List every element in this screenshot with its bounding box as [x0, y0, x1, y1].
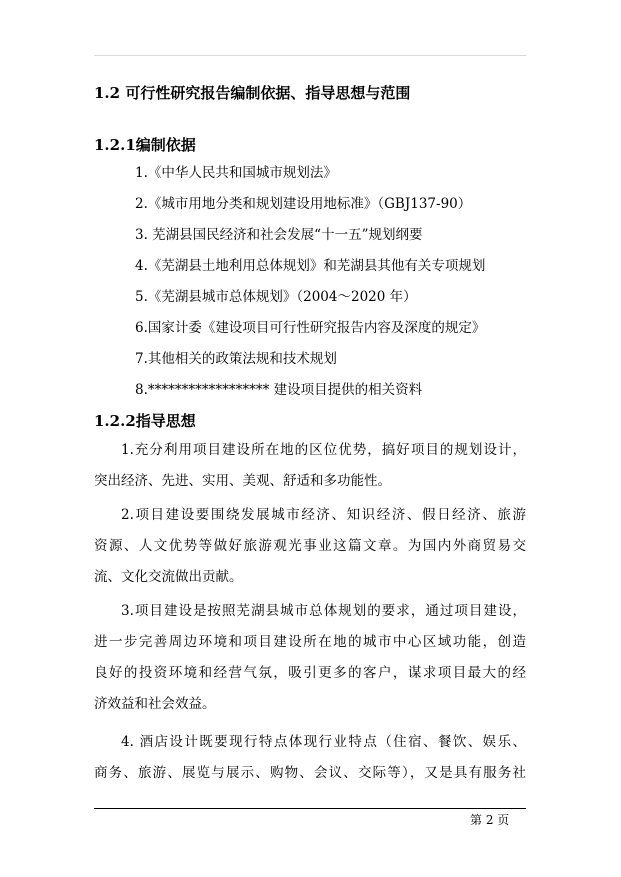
paragraph-line: 资源、人文优势等做好旅游观光事业这篇文章。为国内外商贸易交	[94, 538, 526, 554]
basis-item-1: 1.《中华人民共和国城市规划法》	[135, 165, 337, 181]
paragraph-line: 2.项目建设要围绕发展城市经济、知识经济、假日经济、旅游	[121, 507, 526, 523]
basis-item-7: 7.其他相关的政策法规和技术规划	[135, 351, 337, 367]
basis-item-6: 6.国家计委《建设项目可行性研究报告内容及深度的规定》	[135, 320, 486, 336]
paragraph-line: 济效益和社会效益。	[94, 696, 216, 712]
basis-heading: 1.2.1编制依据	[94, 136, 196, 154]
footer-rule	[94, 808, 526, 809]
basis-item-8: 8.****************** 建设项目提供的相关资料	[135, 382, 423, 398]
guiding-paragraph-3	[94, 596, 526, 720]
paragraph-line: 4. 酒店设计既要现行特点体现行业特点（住宿、餐饮、娱乐、	[121, 734, 526, 750]
paragraph-line: 流、文化交流做出贡献。	[94, 569, 243, 585]
paragraph-line: 进一步完善周边环境和项目建设所在地的城市中心区域功能，创造	[94, 634, 526, 650]
guiding-heading: 1.2.2指导思想	[94, 412, 196, 430]
paragraph-line: 商务、旅游、展览与展示、购物、会议、交际等），又是具有服务社	[94, 765, 526, 781]
basis-item-2: 2.《城市用地分类和规划建设用地标准》（GBJ137-90）	[135, 196, 472, 212]
guiding-paragraph-4	[94, 727, 526, 789]
guiding-paragraph-2	[94, 500, 526, 593]
page-number: 第 2 页	[470, 813, 510, 827]
paragraph-line: 突出经济、先进、实用、美观、舒适和多功能性。	[94, 473, 391, 489]
paragraph-line: 3.项目建设是按照芜湖县城市总体规划的要求，通过项目建设，	[121, 603, 526, 619]
basis-item-5: 5.《芜湖县城市总体规划》（2004～2020 年）	[135, 289, 417, 305]
guiding-paragraph-1	[94, 435, 526, 497]
basis-item-4: 4.《芜湖县土地利用总体规划》和芜湖县其他有关专项规划	[135, 258, 486, 274]
basis-item-3: 3. 芜湖县国民经济和社会发展“十一五”规划纲要	[135, 227, 423, 243]
paragraph-line: 良好的投资环境和经营气氛，吸引更多的客户，谋求项目最大的经	[94, 665, 526, 681]
paragraph-line: 1.充分利用项目建设所在地的区位优势，搞好项目的规划设计，	[121, 442, 526, 458]
section-heading: 1.2 可行性研究报告编制依据、指导思想与范围	[94, 84, 411, 102]
header-rule	[94, 55, 526, 56]
